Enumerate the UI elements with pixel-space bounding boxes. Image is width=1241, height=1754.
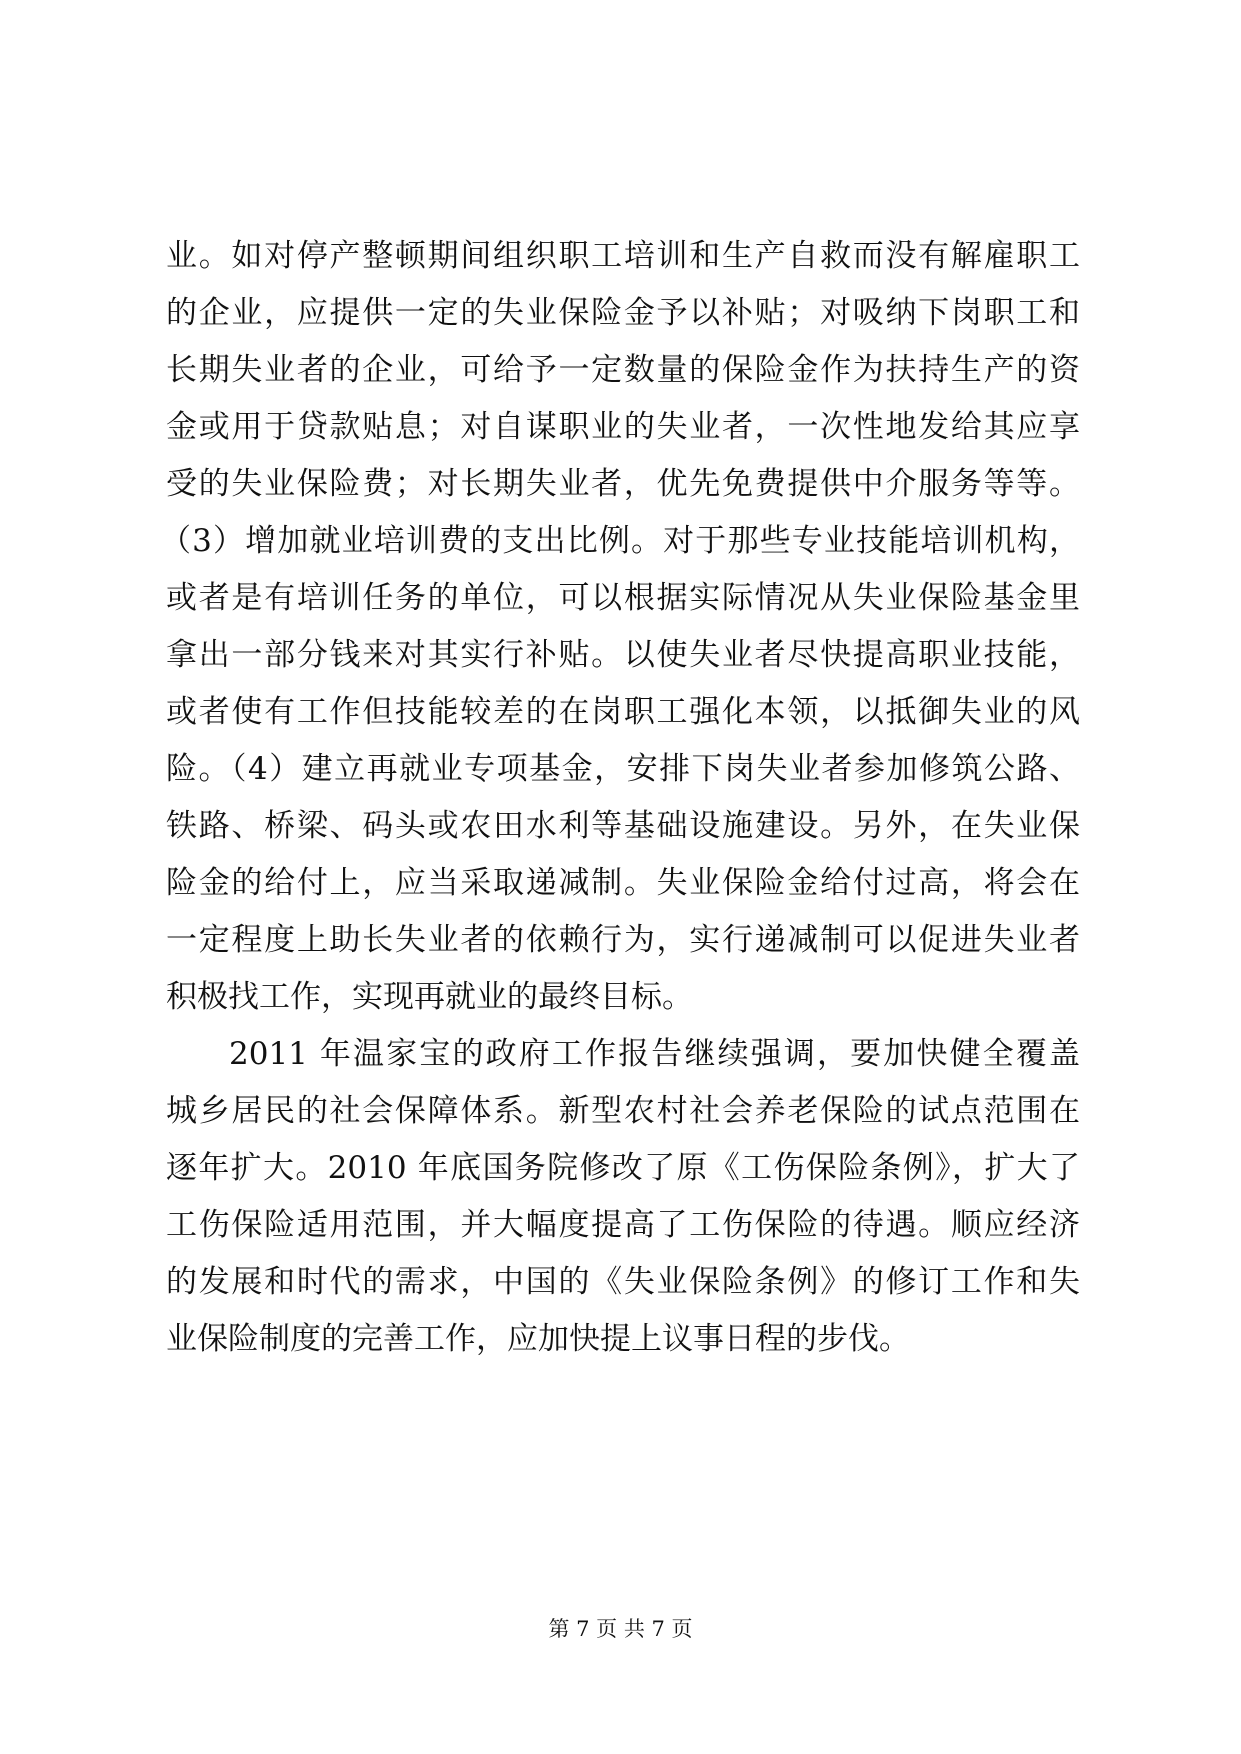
body-line-12: 险金的给付上，应当采取递减制。失业保险金给付过高，将会在 [166,865,1080,901]
body-line-6: （3）增加就业培训费的支出比例。对于那些专业技能培训机构， [160,523,1080,559]
body-line-13: 一定程度上助长失业者的依赖行为，实行递减制可以促进失业者 [166,922,1080,958]
body-line-18: 工伤保险适用范围，并大幅度提高了工伤保险的待遇。顺应经济 [166,1207,1080,1243]
body-line-3: 长期失业者的企业，可给予一定数量的保险金作为扶持生产的资 [166,352,1080,388]
body-line-2: 的企业，应提供一定的失业保险金予以补贴；对吸纳下岗职工和 [166,295,1080,331]
body-line-16: 城乡居民的社会保障体系。新型农村社会养老保险的试点范围在 [166,1093,1080,1129]
body-line-11: 铁路、桥梁、码头或农田水利等基础设施建设。另外，在失业保 [166,808,1080,844]
body-line-17: 逐年扩大。2010 年底国务院修改了原《工伤保险条例》，扩大了 [166,1150,1080,1186]
body-line-4: 金或用于贷款贴息；对自谋职业的失业者，一次性地发给其应享 [166,409,1080,445]
body-line-5: 受的失业保险费；对长期失业者，优先免费提供中介服务等等。 [166,466,1080,502]
body-line-7: 或者是有培训任务的单位，可以根据实际情况从失业保险基金里 [166,580,1080,616]
body-line-1: 业。如对停产整顿期间组织职工培训和生产自救而没有解雇职工 [166,238,1080,274]
body-line-20: 业保险制度的完善工作，应加快提上议事日程的步伐。 [166,1321,910,1357]
body-line-9: 或者使有工作但技能较差的在岗职工强化本领，以抵御失业的风 [166,694,1080,730]
body-line-8: 拿出一部分钱来对其实行补贴。以使失业者尽快提高职业技能， [166,637,1080,673]
body-line-15: 2011 年温家宝的政府工作报告继续强调，要加快健全覆盖 [229,1036,1080,1072]
body-line-10: 险。（4）建立再就业专项基金，安排下岗失业者参加修筑公路、 [166,751,1080,787]
body-line-19: 的发展和时代的需求，中国的《失业保险条例》的修订工作和失 [166,1264,1080,1300]
page-number-footer: 第 7 页 共 7 页 [548,1617,693,1641]
body-line-14: 积极找工作，实现再就业的最终目标。 [166,979,693,1015]
